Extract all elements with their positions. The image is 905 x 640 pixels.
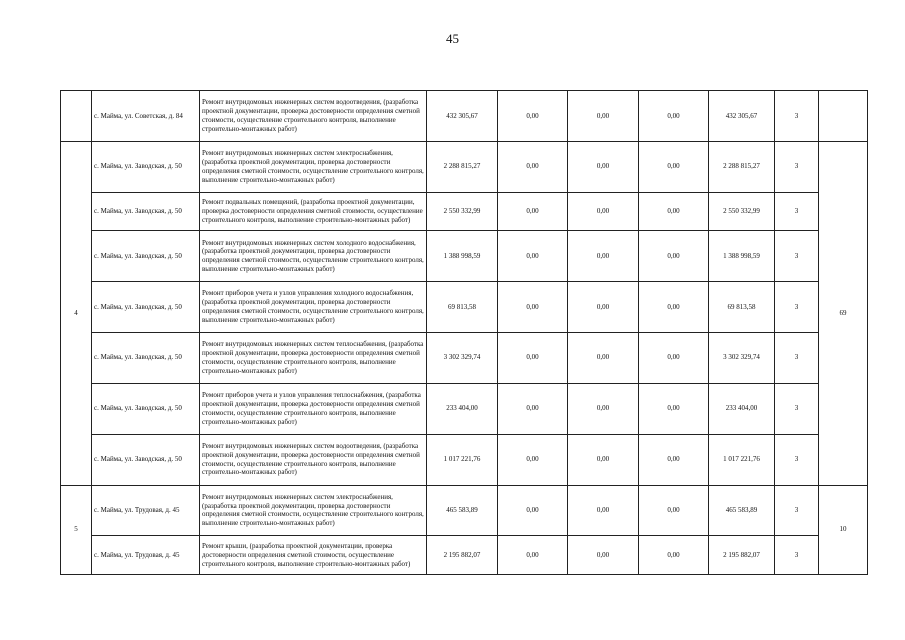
address-cell: с. Майма, ул. Трудовая, д. 45 (92, 485, 200, 536)
cost-cell-3: 0,00 (568, 91, 639, 142)
cost-cell-3: 0,00 (568, 383, 639, 434)
table-row (61, 434, 868, 485)
table-row (61, 231, 868, 282)
owner-funds-cell: 233 404,00 (709, 383, 775, 434)
work-code-cell: 3 (775, 141, 819, 192)
owner-funds-cell: 2 550 332,99 (709, 192, 775, 231)
total-cost-cell: 3 302 329,74 (427, 332, 498, 383)
address-cell: с. Майма, ул. Советская, д. 84 (92, 91, 200, 142)
work-code-cell: 3 (775, 192, 819, 231)
address-cell: с. Майма, ул. Заводская, д. 50 (92, 332, 200, 383)
table-row (61, 536, 868, 575)
owner-funds-cell: 2 288 815,27 (709, 141, 775, 192)
cost-cell-4: 0,00 (639, 192, 709, 231)
address-cell: с. Майма, ул. Заводская, д. 50 (92, 282, 200, 333)
cost-cell-4: 0,00 (639, 485, 709, 536)
cost-cell-2: 0,00 (498, 141, 568, 192)
cost-cell-4: 0,00 (639, 141, 709, 192)
cost-cell-2: 0,00 (498, 434, 568, 485)
work-description-cell: Ремонт внутридомовых инженерных систем электроснабжения, (разработка проектной документации, проверка достоверности определения сметной стоимости, осуществление строительного контроля, выполнение строительно-монтажных работ) (200, 141, 427, 192)
cost-cell-2: 0,00 (498, 332, 568, 383)
work-code-cell: 3 (775, 485, 819, 536)
page-number: 45 (446, 31, 459, 46)
total-cost-cell: 69 813,58 (427, 282, 498, 333)
table-row (61, 282, 868, 333)
owner-funds-cell: 1 017 221,76 (709, 434, 775, 485)
address-cell: с. Майма, ул. Заводская, д. 50 (92, 192, 200, 231)
cost-cell-3: 0,00 (568, 141, 639, 192)
work-code-cell: 3 (775, 282, 819, 333)
cost-cell-2: 0,00 (498, 485, 568, 536)
work-code-cell: 3 (775, 91, 819, 142)
cost-cell-2: 0,00 (498, 282, 568, 333)
table-row (61, 91, 868, 142)
address-cell: с. Майма, ул. Заводская, д. 50 (92, 231, 200, 282)
table-row (61, 332, 868, 383)
address-cell: с. Майма, ул. Трудовая, д. 45 (92, 536, 200, 575)
work-code-cell: 3 (775, 434, 819, 485)
cost-cell-4: 0,00 (639, 91, 709, 142)
cost-cell-2: 0,00 (498, 192, 568, 231)
cost-cell-4: 0,00 (639, 434, 709, 485)
work-description-cell: Ремонт внутридомовых инженерных систем водоотведения, (разработка проектной документации, проверка достоверности определения сметной стоимости, осуществление строительного контроля, выполнение строительно-монтажных работ) (200, 91, 427, 142)
total-cost-cell: 432 305,67 (427, 91, 498, 142)
work-code-cell: 3 (775, 332, 819, 383)
cost-cell-4: 0,00 (639, 231, 709, 282)
address-cell: с. Майма, ул. Заводская, д. 50 (92, 383, 200, 434)
total-cost-cell: 1 388 998,59 (427, 231, 498, 282)
group-total: 10 (819, 485, 868, 574)
cost-cell-4: 0,00 (639, 332, 709, 383)
cost-cell-3: 0,00 (568, 231, 639, 282)
total-cost-cell: 2 195 882,07 (427, 536, 498, 575)
work-code-cell: 3 (775, 536, 819, 575)
group-total (819, 91, 868, 142)
owner-funds-cell: 1 388 998,59 (709, 231, 775, 282)
total-cost-cell: 465 583,89 (427, 485, 498, 536)
cost-cell-3: 0,00 (568, 536, 639, 575)
group-number (61, 91, 92, 142)
cost-cell-4: 0,00 (639, 383, 709, 434)
total-cost-cell: 233 404,00 (427, 383, 498, 434)
work-description-cell: Ремонт приборов учета и узлов управления теплоснабжения, (разработка проектной документации, проверка достоверности определения сметной стоимости, осуществление строительного контроля, выполнение строительно-монтажных работ) (200, 383, 427, 434)
work-description-cell: Ремонт внутридомовых инженерных систем теплоснабжения, (разработка проектной документации, проверка достоверности определения сметной стоимости, осуществление строительного контроля, выполнение строительно-монтажных работ) (200, 332, 427, 383)
table-row (61, 383, 868, 434)
table-row (61, 485, 868, 536)
owner-funds-cell: 465 583,89 (709, 485, 775, 536)
work-description-cell: Ремонт крыши, (разработка проектной документации, проверка достоверности определения сметной стоимости, осуществление строительного контроля, выполнение строительно-монтажных работ) (200, 536, 427, 575)
owner-funds-cell: 69 813,58 (709, 282, 775, 333)
work-description-cell: Ремонт приборов учета и узлов управления холодного водоснабжения, (разработка проектной документации, проверка достоверности определения сметной стоимости, осуществление строительного контроля, выполнение строительно-монтажных работ) (200, 282, 427, 333)
address-cell: с. Майма, ул. Заводская, д. 50 (92, 434, 200, 485)
cost-cell-4: 0,00 (639, 536, 709, 575)
works-table (60, 90, 868, 575)
cost-cell-3: 0,00 (568, 485, 639, 536)
total-cost-cell: 1 017 221,76 (427, 434, 498, 485)
work-description-cell: Ремонт подвальных помещений, (разработка проектной документации, проверка достоверности определения сметной стоимости, осуществление строительного контроля, выполнение строительно-монтажных работ) (200, 192, 427, 231)
group-total: 69 (819, 141, 868, 485)
owner-funds-cell: 432 305,67 (709, 91, 775, 142)
address-cell: с. Майма, ул. Заводская, д. 50 (92, 141, 200, 192)
group-number: 5 (61, 485, 92, 574)
total-cost-cell: 2 288 815,27 (427, 141, 498, 192)
work-code-cell: 3 (775, 383, 819, 434)
total-cost-cell: 2 550 332,99 (427, 192, 498, 231)
cost-cell-3: 0,00 (568, 282, 639, 333)
work-description-cell: Ремонт внутридомовых инженерных систем холодного водоснабжения, (разработка проектной документации, проверка достоверности определения сметной стоимости, осуществление строительного контроля, выполнение строительно-монтажных работ) (200, 231, 427, 282)
work-description-cell: Ремонт внутридомовых инженерных систем водоотведения, (разработка проектной документации, проверка достоверности определения сметной стоимости, осуществление строительного контроля, выполнение строительно-монтажных работ) (200, 434, 427, 485)
cost-cell-4: 0,00 (639, 282, 709, 333)
cost-cell-2: 0,00 (498, 383, 568, 434)
table-row (61, 141, 868, 192)
work-description-cell: Ремонт внутридомовых инженерных систем электроснабжения, (разработка проектной документации, проверка достоверности определения сметной стоимости, осуществление строительного контроля, выполнение строительно-монтажных работ) (200, 485, 427, 536)
cost-cell-3: 0,00 (568, 192, 639, 231)
cost-cell-2: 0,00 (498, 536, 568, 575)
table-row (61, 192, 868, 231)
cost-cell-2: 0,00 (498, 91, 568, 142)
works-table-body (61, 91, 868, 575)
cost-cell-3: 0,00 (568, 332, 639, 383)
group-number: 4 (61, 141, 92, 485)
owner-funds-cell: 2 195 882,07 (709, 536, 775, 575)
owner-funds-cell: 3 302 329,74 (709, 332, 775, 383)
work-code-cell: 3 (775, 231, 819, 282)
cost-cell-3: 0,00 (568, 434, 639, 485)
cost-cell-2: 0,00 (498, 231, 568, 282)
